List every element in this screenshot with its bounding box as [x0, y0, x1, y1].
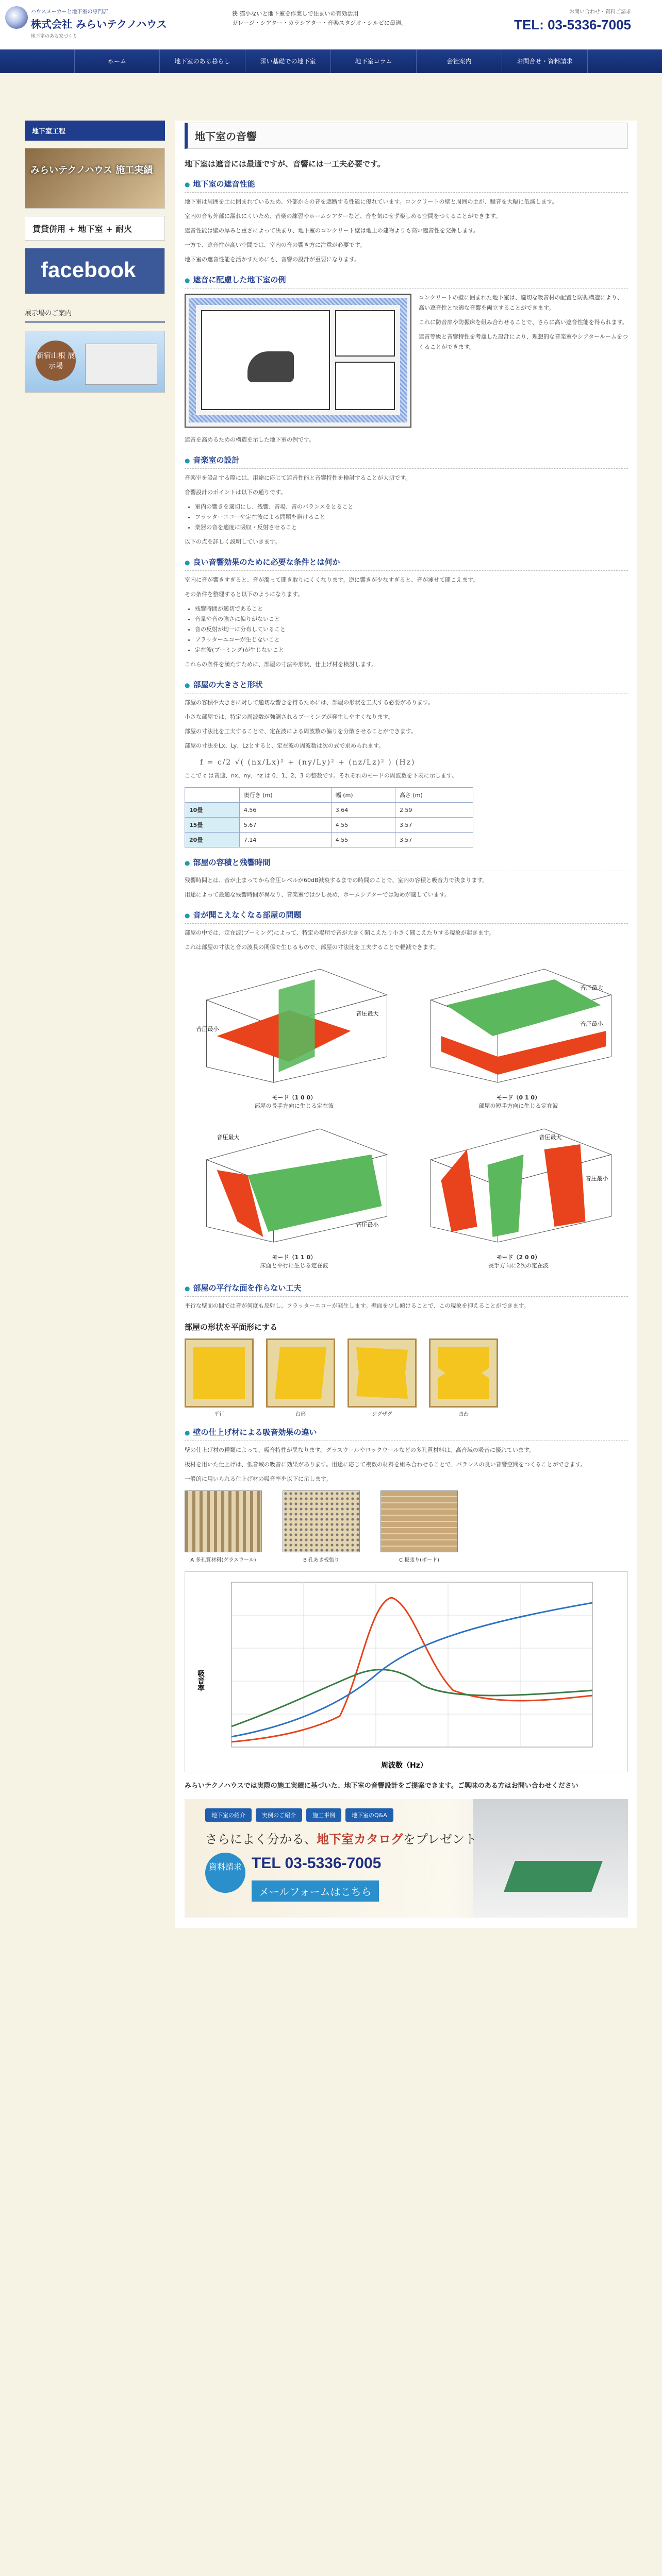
paragraph: 壁の仕上げ材の種類によって、吸音特性が異なります。グラスウールやロックウールなどの多孔質材料は、高音域の吸音に優れています。 [185, 1447, 535, 1453]
banner-results[interactable] [25, 148, 165, 209]
bullet-list [195, 604, 628, 655]
table-photo [504, 1861, 603, 1892]
main-nav [0, 49, 662, 73]
shape-fill [438, 1347, 489, 1399]
header-line: 狭 猫小ないと地下室を作業しで住まいの有効活用 [232, 10, 359, 17]
bullet-list [195, 502, 628, 533]
table-cell: 15畳 [185, 818, 240, 833]
table-header: 幅 (m) [331, 788, 395, 803]
min-tag: 音圧最小 [585, 1175, 608, 1182]
table-header [185, 788, 240, 803]
paragraph: 一般的に用いられる仕上げ材の吸音率を以下に示します。 [185, 1476, 332, 1482]
wall-label: B 孔あき板張り [303, 1557, 340, 1563]
shape-frame [347, 1338, 417, 1408]
wall-hatch [189, 298, 407, 305]
banner-results-label: みらいテクノハウス 施工実績 [30, 165, 153, 176]
table-cell: 10畳 [185, 803, 240, 818]
table-cell: 4.55 [331, 818, 395, 833]
contact-note: お問い合わせ・資料ご請求 [569, 9, 631, 15]
wall-label: C 板張り(ボード) [399, 1557, 439, 1563]
cta-tab[interactable]: 実例のご紹介 [256, 1808, 302, 1822]
logo-sub: 地下室のある家づくり [31, 34, 78, 39]
request-badge[interactable]: 資料請求 [205, 1853, 245, 1893]
paragraph: 用途によって最適な残響時間が異なり、音楽室では少し長め、ホームシアターでは短めが適しています。 [185, 891, 450, 898]
nav-contact[interactable]: お問合せ・資料請求 [502, 49, 588, 73]
floor-plan-image [185, 294, 411, 428]
banner-showroom[interactable] [25, 331, 165, 393]
mode-caption [185, 1094, 404, 1110]
shape-label: 平行 [214, 1412, 224, 1417]
section-heading: ● 地下室の遮音性能 [185, 178, 628, 193]
mail-form-button[interactable]: メールフォームはこちら [252, 1880, 379, 1902]
mode-diagram [185, 959, 404, 1113]
sidebar-title[interactable]: 地下室工程 [25, 121, 165, 141]
section-heading: ● 部屋の容積と残響時間 [185, 857, 628, 871]
y-axis-label: 吸音率 [196, 1670, 205, 1691]
shapes-heading: 部屋の形状を平面形にする [185, 1323, 278, 1332]
shape-label: ジグザグ [372, 1412, 392, 1417]
nav-home[interactable]: ホーム [74, 49, 160, 73]
room-photo [473, 1799, 628, 1918]
table-cell: 3.64 [331, 803, 395, 818]
paragraph: 地下室は周囲を土に囲まれているため、外部からの音を遮断する性能に優れています。コンクリートの壁と周囲の土が、騒音を大幅に低減します。 [185, 198, 558, 205]
table-cell: 4.55 [331, 833, 395, 848]
catalog-banner[interactable] [185, 1799, 628, 1918]
banner-facebook[interactable] [25, 248, 165, 294]
table-cell: 5.67 [239, 818, 331, 833]
paragraph: 残響時間とは、音が止まってから音圧レベルが60dB減衰するまでの時間のことで、室内の容積と吸音力で決まります。 [185, 877, 488, 884]
paragraph: 一方で、遮音性が高い空間では、室内の音の響き方に注意が必要です。 [185, 242, 366, 248]
header [0, 0, 662, 49]
table-cell: 2.59 [395, 803, 473, 818]
house-image [85, 344, 157, 385]
list-item: • 残響時間が適切であること [195, 604, 628, 614]
mode-diagram [409, 959, 628, 1113]
nav-company[interactable]: 会社案内 [417, 49, 502, 73]
paragraph: 室内の音も外部に漏れにくいため、音楽の練習やホームシアターなど、音を気にせず楽しめる空間をつくることができます。 [185, 213, 501, 219]
wall-label: A 多孔質材料(グラスウール) [190, 1557, 256, 1563]
max-tag: 音圧最大 [539, 1134, 562, 1141]
shape-frame [185, 1338, 254, 1408]
table-cell: 3.57 [395, 833, 473, 848]
paragraph: 地下室の遮音性能を活かすためにも、音響の設計が重要になります。 [185, 256, 360, 263]
sidebar [25, 121, 165, 393]
x-axis-label: 周波数（Hz） [381, 1761, 427, 1770]
table-cell: 20畳 [185, 833, 240, 848]
side-room [335, 310, 395, 357]
min-tag: 音圧最小 [356, 1222, 379, 1228]
paragraph: これは部屋の寸法と音の波長の関係で生じるもので、部屋の寸法比を工夫することで軽減できます。 [185, 944, 439, 951]
paragraph: 遮音性能は壁の厚みと重さによって決まり、地下室のコンクリート壁は地上の建物よりも高い遮音性を発揮します。 [185, 227, 479, 234]
header-contact [514, 7, 631, 33]
min-tag: 音圧最小 [580, 1021, 603, 1027]
wall-hatch [400, 305, 407, 415]
cta-tab[interactable]: 地下室のQ&A [345, 1808, 393, 1822]
nav-living[interactable]: 地下室のある暮らし [160, 49, 245, 73]
cta-tab[interactable]: 地下室の紹介 [205, 1808, 252, 1822]
paragraph: これに防音扉や防振床を組み合わせることで、さらに高い遮音性能を得られます。 [419, 319, 628, 326]
nav-deep-foundation[interactable]: 深い基礎での地下室 [245, 49, 331, 73]
mode-diagram-svg [409, 959, 628, 1088]
logo-icon[interactable] [5, 6, 28, 29]
paragraph: 部屋の寸法比を工夫することで、定在波による周波数の偏りを分散させることができます。 [185, 728, 417, 735]
mode-label: モード（0 1 0） [496, 1094, 541, 1101]
table-cell: 7.14 [239, 833, 331, 848]
showroom-heading: 展示場のご案内 [25, 308, 165, 323]
max-tag: 音圧最大 [217, 1134, 240, 1141]
section-heading: ● 音が聞こえなくなる部屋の問題 [185, 909, 628, 924]
mode-caption [409, 1253, 628, 1270]
paragraph: 小さな部屋では、特定の周波数が強調されるブーミングが発生しやすくなります。 [185, 714, 394, 720]
page-title: 地下室の音響 [185, 123, 628, 149]
wall-hatch [189, 305, 196, 415]
mode-desc: 部屋の長手方向に生じる定在波 [254, 1103, 334, 1109]
list-item: • 定在波(ブーミング)が生じないこと [195, 645, 628, 655]
table-row [185, 833, 473, 848]
cta-phone[interactable]: TEL 03-5336-7005 [252, 1855, 382, 1872]
section-heading: ● 良い音響効果のために必要な条件とは何か [185, 556, 628, 571]
formula: f = c/2 √( (nx/Lx)² + (ny/Ly)² + (nz/Lz)² ) (Hz) [200, 758, 416, 767]
table-row [185, 803, 473, 818]
section-heading: ● 部屋の大きさと形状 [185, 679, 628, 693]
paragraph: ここで c は音速、nx、ny、nz は 0、1、2、3 の整数です。それぞれのモードの周波数を下表に示します。 [185, 772, 458, 779]
mode-diagram [185, 1118, 404, 1273]
cta-tab[interactable]: 施工事例 [306, 1808, 341, 1822]
section-heading: ● 壁の仕上げ材による吸音効果の違い [185, 1427, 628, 1441]
paragraph: 部屋の中では、定在波(ブーミング)によって、特定の場所で音が大きく聞こえたり小さく聞こえたりする現象が起きます。 [185, 929, 494, 936]
table-header: 奥行き (m) [239, 788, 331, 803]
showroom-bubble: 新宿山根 展示場 [36, 341, 76, 381]
list-item: • 室内の響きを適切にし、残響、音場、音のバランスをとること [195, 502, 628, 512]
wall-finishes [185, 1490, 628, 1563]
shape-fill [275, 1347, 326, 1399]
cta-title-bold: 地下室カタログ [317, 1832, 403, 1846]
main-content [175, 121, 637, 1928]
lead-text: 地下室は遮音には最適ですが、音響には一工夫必要です。 [185, 159, 385, 168]
logo-tagline: ハウスメーカーと地下室の専門店 [31, 9, 108, 15]
table-header-row [185, 788, 473, 803]
wall-item [283, 1490, 360, 1563]
absorption-graph-svg [185, 1572, 627, 1772]
mode-diagram-svg [185, 1118, 404, 1247]
mode-label: モード（2 0 0） [496, 1254, 541, 1261]
shape-frame [429, 1338, 498, 1408]
mode-caption [409, 1094, 628, 1110]
mode-desc: 部屋の短手方向に生じる定在波 [478, 1103, 558, 1109]
shape-item [347, 1338, 417, 1417]
cta-title [205, 1829, 477, 1847]
paragraph: 音楽室を設計する際には、用途に応じて遮音性能と音響特性を検討することが大切です。 [185, 474, 411, 481]
list-item: • 音の反射が均一に分布していること [195, 624, 628, 635]
wall-image [283, 1490, 360, 1552]
dimension-table [185, 787, 473, 848]
cta-text: みらいテクノハウスでは実際の施工実績に基づいた、地下室の音響設計をご提案できます。ご興味のある方はお問い合わせください [185, 1782, 578, 1790]
mode-diagram [409, 1118, 628, 1273]
nav-column[interactable]: 地下室コラム [331, 49, 417, 73]
stair-room [335, 362, 395, 410]
shape-label: 台形 [295, 1412, 306, 1417]
room-shapes [185, 1338, 628, 1417]
caption: 遮音を高めるための構造を示した地下室の例です。 [185, 436, 315, 443]
mode-diagram-svg [185, 959, 404, 1088]
shape-fill [356, 1347, 408, 1399]
cta-title-pre: さらによく分かる、 [205, 1832, 317, 1846]
mode-desc: 床面と平行に生じる定在波 [260, 1262, 328, 1269]
paragraph: 部屋の寸法をLx、Ly、Lzとすると、定在波の周波数は次の式で求められます。 [185, 742, 385, 749]
cta-tabs [205, 1808, 393, 1822]
mode-diagram-svg [409, 1118, 628, 1247]
paragraph: 平行な壁面の間では音が何度も反射し、フラッターエコーが発生します。壁面を少し傾けることで、この現象を抑えることができます。 [185, 1302, 529, 1309]
shape-fill [193, 1347, 245, 1399]
paragraph: 遮音等級と音響特性を考慮した設計により、理想的な音楽室やシアタールームをつくることができます。 [419, 333, 628, 350]
min-tag: 音圧最小 [196, 1026, 219, 1032]
list-item: • フラッターエコーが生じないこと [195, 635, 628, 645]
table-row [185, 818, 473, 833]
paragraph: 部屋の容積や大きさに対して適切な響きを得るためには、部屋の形状を工夫する必要があります。 [185, 699, 434, 706]
shape-item [429, 1338, 498, 1417]
cta-title-post: をプレゼント [403, 1832, 477, 1846]
facebook-icon: facebook [41, 258, 136, 282]
mode-label: モード（1 0 0） [272, 1094, 317, 1101]
banner-rental-label: 賃貸併用 + 地下室 + 耐火 [32, 224, 133, 234]
list-item: • 音量や音の強さに偏りがないこと [195, 614, 628, 624]
banner-rental[interactable] [25, 216, 165, 241]
paragraph: 板材を用いた仕上げは、低音域の吸音に効果があります。用途に応じて複数の材料を組み合わせることで、バランスの良い音響空間をつくることができます。 [185, 1461, 586, 1468]
list-item: • 楽器の音を適度に吸収・反射させること [195, 522, 628, 533]
table-cell: 4.56 [239, 803, 331, 818]
piano-shape [247, 351, 294, 382]
wall-hatch [189, 415, 407, 422]
table-header: 高さ (m) [395, 788, 473, 803]
shape-item [185, 1338, 254, 1417]
shape-frame [266, 1338, 335, 1408]
shape-label: 凹凸 [458, 1412, 469, 1417]
list-item: • フラッターエコーや定在波による問題を避けること [195, 512, 628, 522]
paragraph: 以下の点を詳しく説明していきます。 [185, 538, 281, 545]
max-tag: 音圧最大 [580, 985, 603, 991]
logo-company: 株式会社 みらいテクノハウス [31, 18, 167, 30]
paragraph: コンクリートの壁に囲まれた地下室は、適切な吸音材の配置と防振構造により、高い遮音性と快適な音響を両立することができます。 [419, 294, 623, 311]
section-heading: ● 部屋の平行な面を作らない工夫 [185, 1282, 628, 1297]
paragraph: 室内に音が響きすぎると、音が濁って聞き取りにくくなります。逆に響きが少なすぎると、音が痩せて聞こえます。 [185, 577, 479, 583]
table-cell: 3.57 [395, 818, 473, 833]
header-line: ガレージ・シアター・カラシアター・音楽スタジオ・シルビに最適。 [232, 20, 407, 26]
wall-item [185, 1490, 262, 1563]
wall-image [185, 1490, 262, 1552]
wall-image [380, 1490, 458, 1552]
paragraph: これらの条件を満たすために、部屋の寸法や形状、仕上げ材を検討します。 [185, 661, 377, 668]
header-phone[interactable]: TEL: 03-5336-7005 [514, 17, 631, 32]
mode-desc: 長手方向に2次の定在波 [488, 1262, 549, 1269]
paragraph: 音響設計のポイントは以下の通りです。 [185, 489, 287, 496]
header-intro [232, 9, 407, 28]
paragraph: その条件を整理すると以下のようになります。 [185, 591, 304, 598]
wall-item [380, 1490, 458, 1563]
logo[interactable] [31, 7, 167, 39]
mode-caption [185, 1253, 404, 1270]
section-heading: ● 音楽室の設計 [185, 454, 628, 469]
absorption-graph [185, 1571, 628, 1772]
shape-item [266, 1338, 335, 1417]
standing-wave-diagrams [185, 959, 628, 1273]
section-heading: ● 遮音に配慮した地下室の例 [185, 274, 628, 289]
max-tag: 音圧最大 [356, 1010, 379, 1017]
mode-label: モード（1 1 0） [272, 1254, 317, 1261]
